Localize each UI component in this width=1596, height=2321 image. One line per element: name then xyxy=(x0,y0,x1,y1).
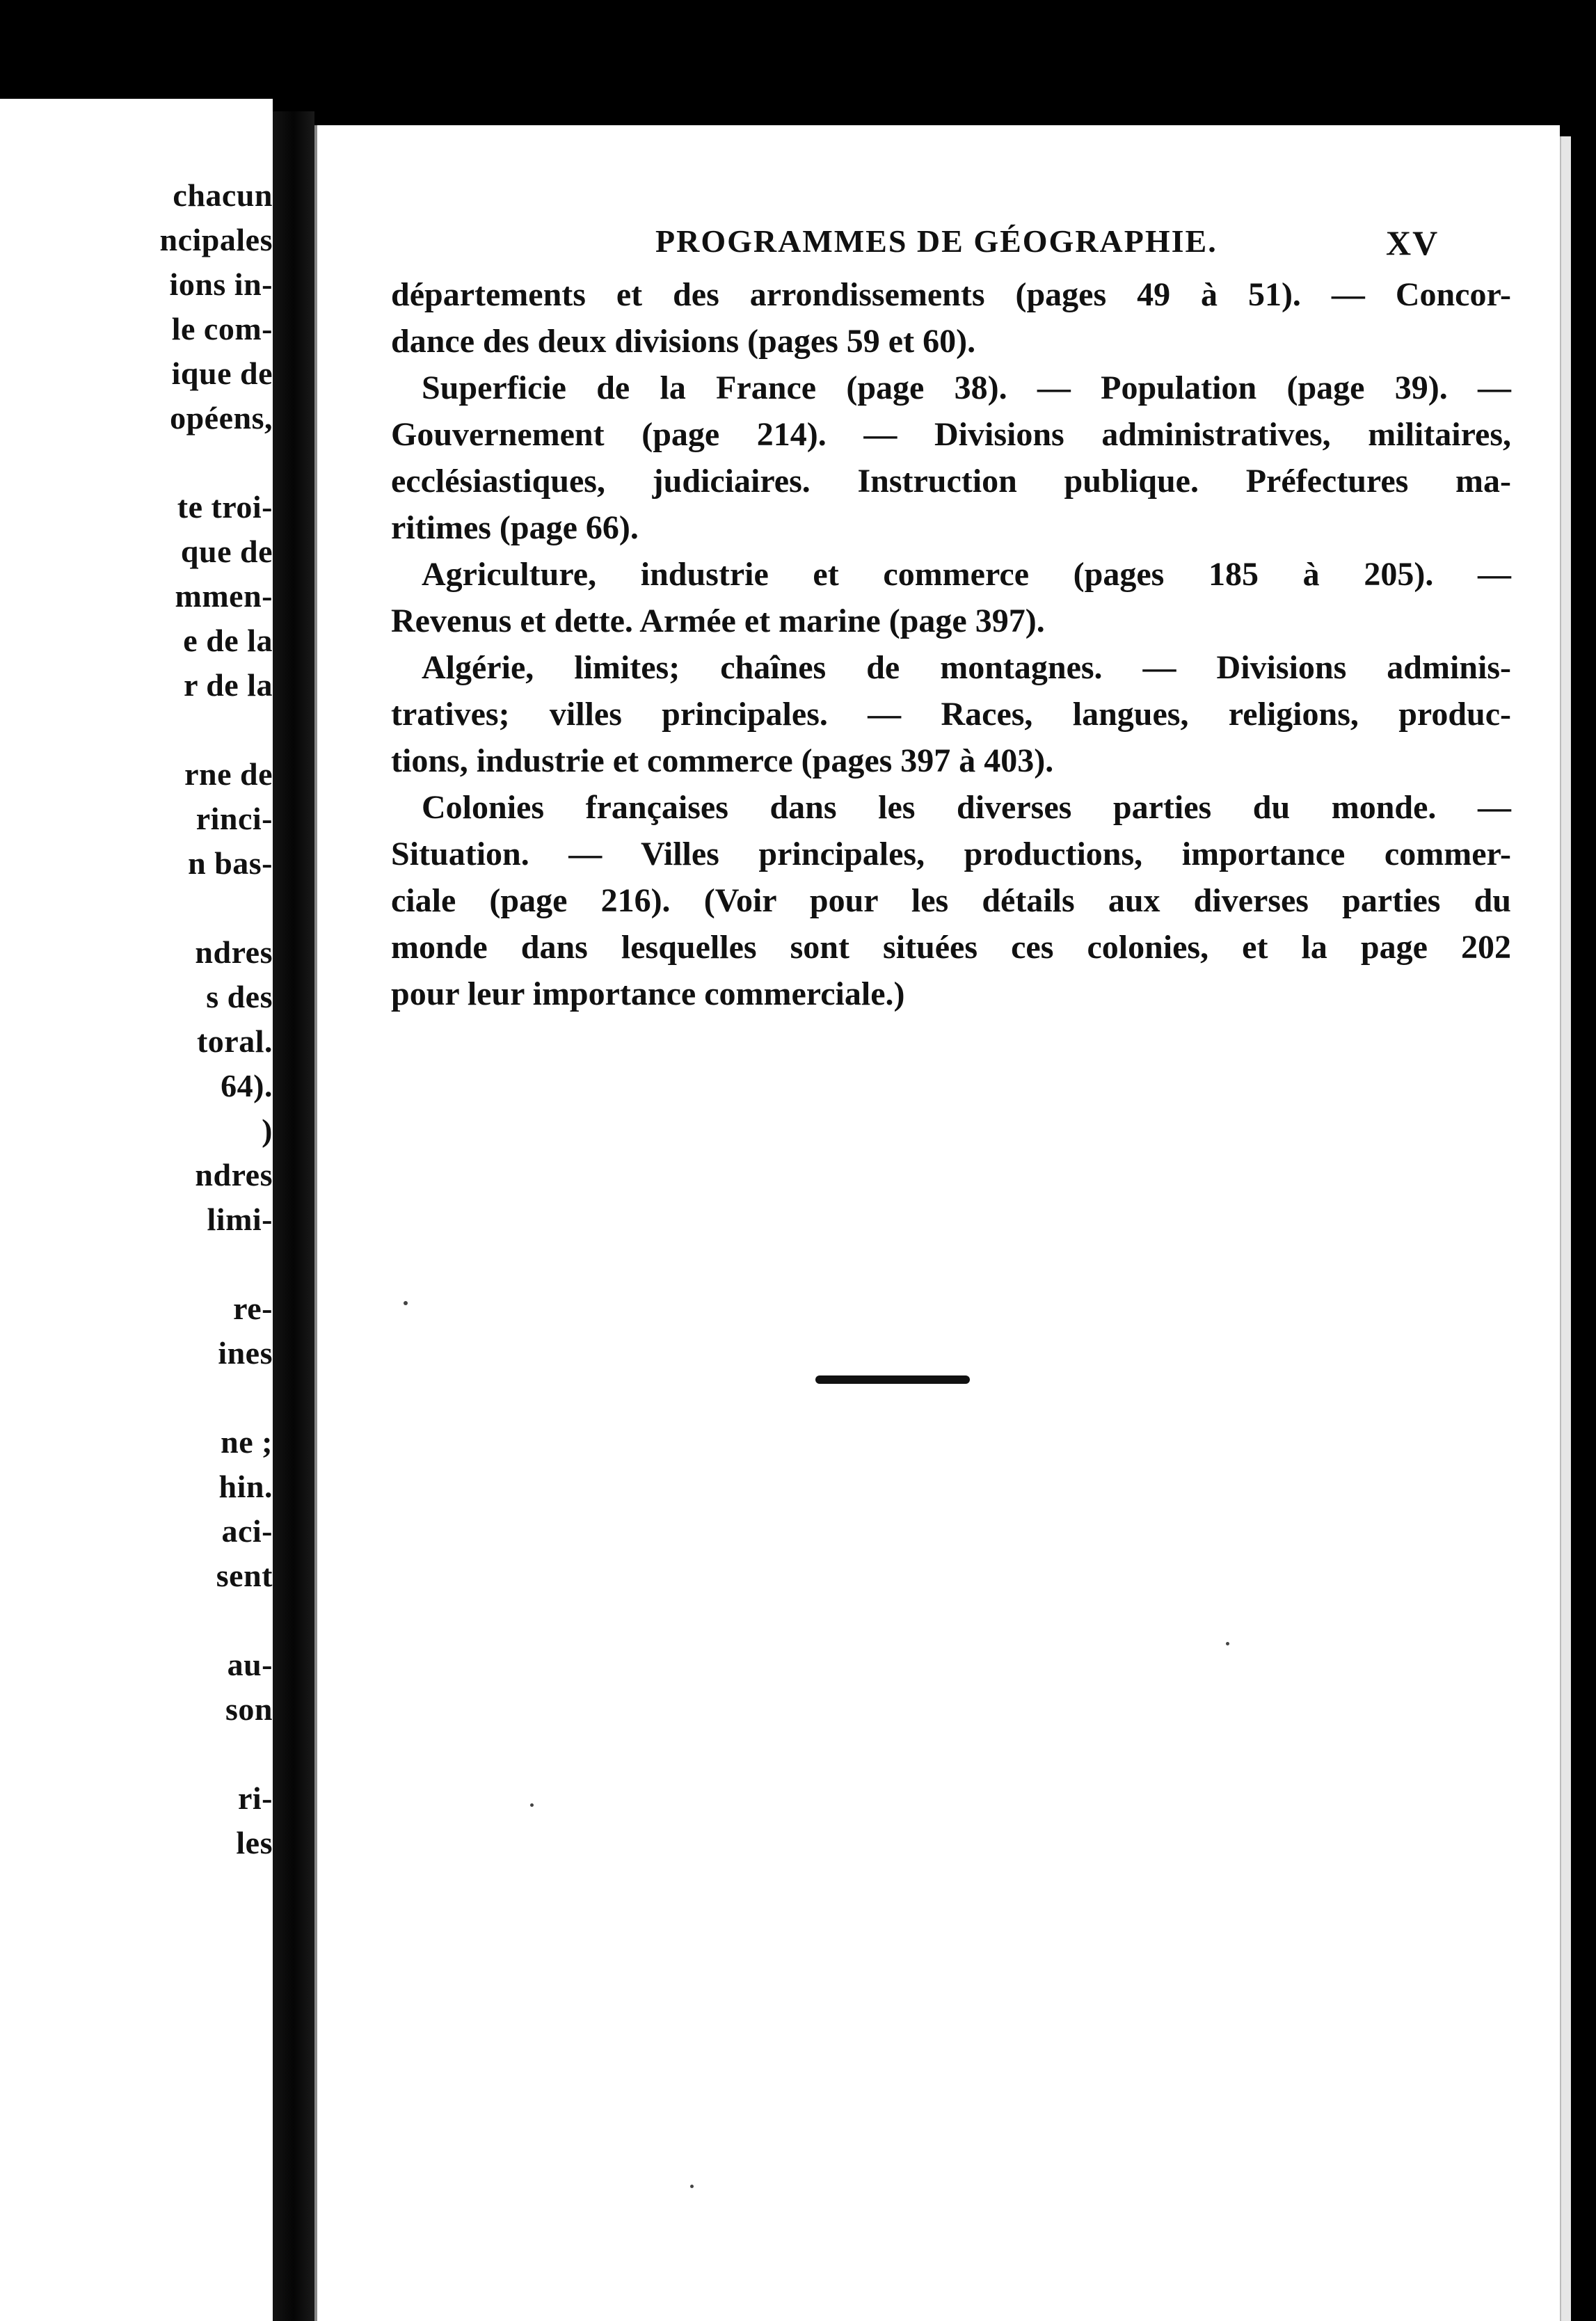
left-page-line: sent xyxy=(216,1558,273,1593)
left-page-line: mmen- xyxy=(175,578,273,614)
left-page-line: ndres xyxy=(195,934,273,970)
book-gutter xyxy=(273,111,314,2321)
left-page-line: limi- xyxy=(207,1202,273,1237)
left-page-line: les xyxy=(236,1825,273,1860)
text-line: ciale (page 216). (Voir pour les détails aux diverses parties du xyxy=(391,882,1511,919)
page-number: XV xyxy=(1386,223,1439,262)
right-page xyxy=(314,125,1560,2321)
left-page-line: ndres xyxy=(195,1157,273,1193)
left-page-line: 64). xyxy=(221,1068,273,1103)
paper-speck xyxy=(1226,1642,1229,1645)
text-line: dance des deux divisions (pages 59 et 60). xyxy=(391,323,976,360)
paper-speck xyxy=(690,2185,694,2188)
page-edge xyxy=(1560,136,1571,2321)
paper-speck xyxy=(404,1301,408,1305)
text-line: Superficie de la France (page 38). — Population (page 39). — xyxy=(422,369,1511,406)
left-page-line: te troi- xyxy=(177,489,273,525)
left-page-line: le com- xyxy=(171,311,273,346)
left-page-line: que de xyxy=(180,534,273,569)
body-text xyxy=(391,271,1511,1017)
left-page-line: ne ; xyxy=(221,1424,273,1460)
left-page-line: ines xyxy=(218,1335,273,1371)
text-line: départements et des arrondissements (pages 49 à 51). — Concor- xyxy=(391,276,1511,313)
text-line: monde dans lesquelles sont situées ces colonies, et la page 202 xyxy=(391,929,1511,966)
text-line: ecclésiastiques, judiciaires. Instruction publique. Préfectures ma- xyxy=(391,463,1511,500)
running-head xyxy=(314,223,1560,271)
left-page-fragment xyxy=(0,99,273,2321)
left-page-line: e de la xyxy=(183,623,273,658)
left-page-line: aci- xyxy=(221,1513,273,1549)
left-page-line: s des xyxy=(206,979,273,1014)
left-page-line: opéens, xyxy=(170,400,273,436)
text-line: Agriculture, industrie et commerce (pages 185 à 205). — xyxy=(422,556,1511,593)
left-page-line: ions in- xyxy=(169,266,273,302)
end-rule xyxy=(815,1375,970,1384)
left-page-line: ncipales xyxy=(159,222,273,257)
text-line: Algérie, limites; chaînes de montagnes. — Divisions adminis- xyxy=(422,649,1511,686)
left-page-line: r de la xyxy=(184,667,273,703)
left-page-line: toral. xyxy=(196,1023,273,1059)
text-line: ritimes (page 66). xyxy=(391,509,639,546)
text-line: Situation. — Villes principales, productions, importance commer- xyxy=(391,836,1511,872)
left-page-line: n bas- xyxy=(188,845,273,881)
text-line: tions, industrie et commerce (pages 397 à 403). xyxy=(391,742,1054,779)
running-title: PROGRAMMES DE GÉOGRAPHIE. xyxy=(655,223,1218,259)
left-page-line: son xyxy=(225,1691,273,1727)
left-page-line: re- xyxy=(233,1291,273,1326)
text-line: Revenus et dette. Armée et marine (page 397). xyxy=(391,603,1045,639)
left-page-line: chacun xyxy=(173,177,273,213)
text-line: tratives; villes principales. — Races, langues, religions, produc- xyxy=(391,696,1511,733)
left-page-line: ique de xyxy=(171,356,273,391)
left-page-line: rne de xyxy=(184,756,273,792)
left-page-line: ) xyxy=(262,1112,273,1148)
left-page-line: hin. xyxy=(218,1469,273,1504)
text-line: Gouvernement (page 214). — Divisions administratives, militaires, xyxy=(391,416,1511,453)
paper-speck xyxy=(530,1803,534,1807)
text-line: Colonies françaises dans les diverses parties du monde. — xyxy=(422,789,1511,826)
text-line: pour leur importance commerciale.) xyxy=(391,975,905,1012)
left-page-line: au- xyxy=(227,1647,273,1682)
left-page-line: rinci- xyxy=(195,801,273,836)
left-page-line: ri- xyxy=(237,1780,273,1816)
page-edge xyxy=(314,125,317,2321)
